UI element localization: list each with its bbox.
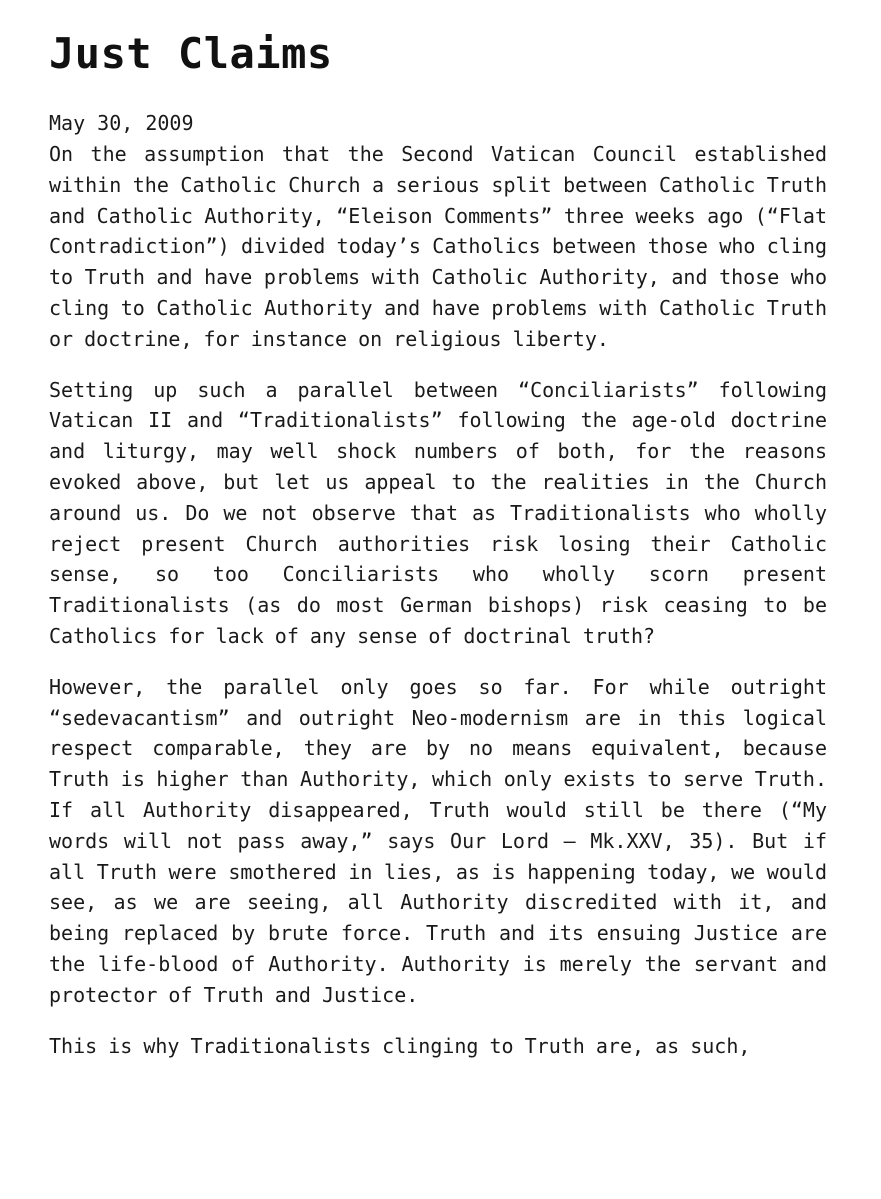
article-paragraph-3: However, the parallel only goes so far. For while outright “sedevacantism” and outright Neo-modernism are in this logical respect comparable, they are by no means equivalent, because Truth is higher than Authority, which only exists to serve Truth. If all Authority disappeared, Truth would still be there (“My words will not pass away,” says Our Lord – Mk.XXV, 35). But if all Truth were smothered in lies, as is happening today, we would see, as we are seeing, all Authority discredited with it, and being replaced by brute force. Truth and its ensuing Justice are the life-blood of Authority. Authority is merely the servant and protector of Truth and Justice. <box>49 674 827 1007</box>
article <box>49 28 827 1081</box>
article-title: Just Claims <box>49 29 333 78</box>
article-paragraph-2: Setting up such a parallel between “Conciliarists” following Vatican II and “Traditionalists” following the age-old doctrine and liturgy, may well shock numbers of both, for the reasons evoked above, but let us appeal to the realities in the Church around us. Do we not observe that as Traditionalists who wholly reject present Church authorities risk losing their Catholic sense, so too Conciliarists who wholly scorn present Traditionalists (as do most German bishops) risk ceasing to be Catholics for lack of any sense of doctrinal truth? <box>49 377 827 648</box>
article-paragraph-1: On the assumption that the Second Vatican Council established within the Catholic Church a serious split between Catholic Truth and Catholic Authority, “Eleison Comments” three weeks ago (“Flat Contradiction”) divided today’s Catholics between those who cling to Truth and have problems with Catholic Authority, and those who cling to Catholic Authority and have problems with Catholic Truth or doctrine, for instance on religious liberty. <box>49 142 827 351</box>
article-date: May 30, 2009 <box>49 111 194 135</box>
article-paragraph-4: This is why Traditionalists clinging to Truth are, as such, <box>49 1033 751 1058</box>
